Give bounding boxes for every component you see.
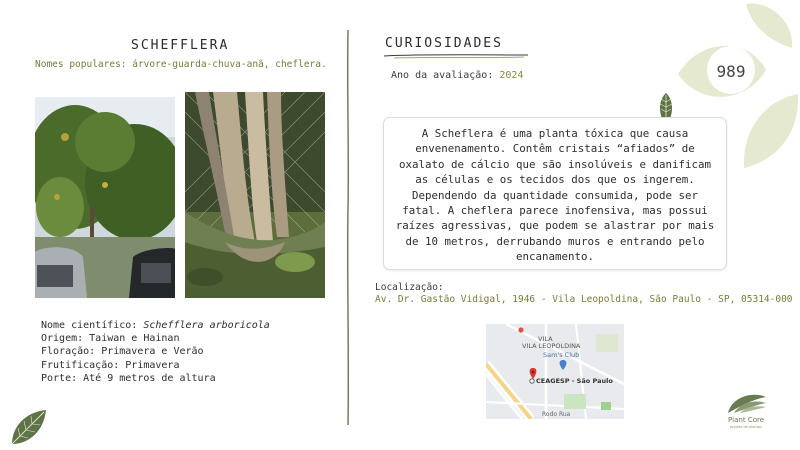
fact-flowering: Floração: Primavera e Verão: [41, 346, 204, 358]
year-value: 2024: [499, 70, 524, 81]
map-road: Rodo Rua: [542, 411, 571, 418]
evaluation-number: 989: [716, 62, 746, 81]
map-poi-ceagesp: CEAGESP - São Paulo: [536, 377, 613, 385]
column-divider: [346, 30, 350, 425]
popular-names: Nomes populares: árvore-guarda-chuva-anã, cheflera.: [35, 59, 327, 70]
fact-scientific-name: Nome científico: Schefflera arboricola: [41, 320, 270, 331]
map-district: VILA LEOPOLDINA: [522, 342, 581, 350]
location-label: Localização:: [375, 282, 444, 293]
scientific-name-value: Schefflera arboricola: [143, 320, 270, 331]
curiosity-card: [383, 117, 727, 270]
plant-facts: [41, 319, 270, 385]
fact-size: Porte: Até 9 metros de altura: [41, 372, 216, 384]
plant-photo-roots: [185, 92, 325, 298]
fact-origin: Origem: Taiwan e Hainan: [41, 333, 180, 345]
map-poi-sams: Sam's Club: [543, 351, 580, 359]
plant-photo-tree: [35, 97, 175, 298]
logo-tagline: projeto de plantas: [730, 425, 762, 429]
location-address: Av. Dr. Gastão Vidigal, 1946 - Vila Leopoldina, São Paulo - SP, 05314-000: [375, 294, 793, 305]
evaluation-year: Ano da avaliação: 2024: [391, 70, 524, 81]
curiosity-text: A Scheflera é uma planta tóxica que causa envenenamento. Contêm cristais “afiados” de oxalato de cálcio que são insolúveis e danificam as células e os tecidos dos que os ingerem. Dependendo da quantidade consumida, pode ser fatal. A cheflera parece inofensiva, mas possui raízes agressivas, que podem se alastrar por mais de 10 metros, derrubando muros e entrando pelo encanamento.: [395, 127, 715, 264]
fact-fruiting: Frutificação: Primavera: [41, 359, 180, 371]
map-district-line1: VILA: [538, 335, 553, 343]
plant-core-logo-icon: [726, 391, 768, 415]
logo-name: Plant Core: [727, 416, 765, 424]
plant-name-title: SCHEFFLERA: [131, 38, 230, 53]
curiosities-title: CURIOSIDADES: [385, 36, 503, 51]
leaf-icon-bottom: [8, 408, 48, 446]
location-map[interactable]: [486, 324, 624, 419]
title-underline: [384, 52, 528, 60]
